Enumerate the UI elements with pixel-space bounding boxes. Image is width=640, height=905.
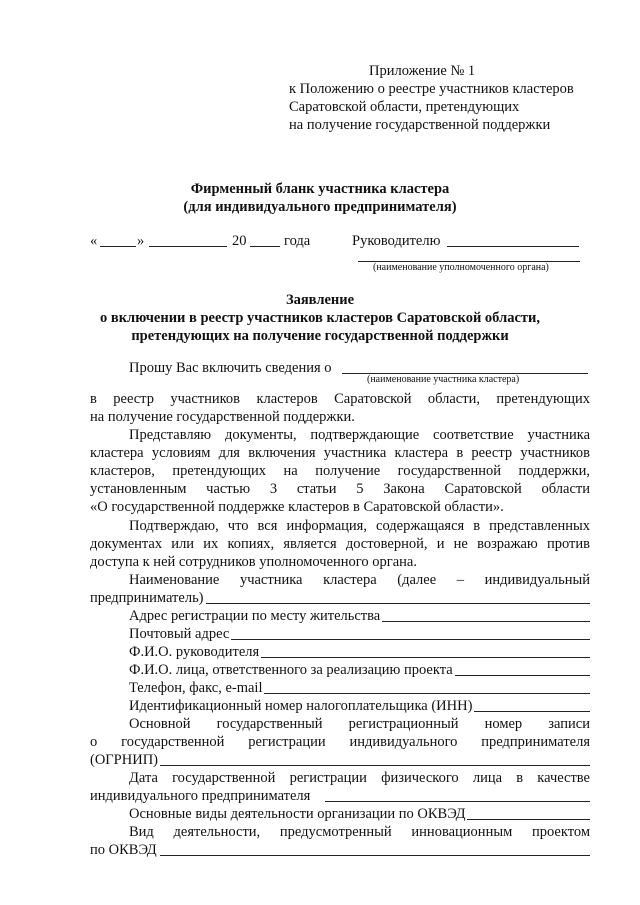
statement-line-3: претендующих на получение государственной поддержки	[131, 328, 509, 344]
head-name-blank	[447, 246, 579, 247]
date-month-blank	[149, 246, 227, 247]
documents-line-1: Представляю документы, подтверждающие соответствие участника	[129, 427, 590, 443]
name-field-line-1: Наименование участника кластера (далее – индивидуальный	[129, 572, 590, 588]
ogrnip-blank	[160, 765, 590, 766]
inn-label: Идентификационный номер налогоплательщика (ИНН)	[129, 698, 473, 714]
date-day-blank	[100, 246, 136, 247]
date-year-prefix: 20	[232, 233, 247, 249]
date-quote-open: «	[90, 233, 98, 249]
regdate-line-1: Дата государственной регистрации физического лица в качестве	[129, 770, 590, 786]
ogrnip-line-3: (ОГРНИП)	[90, 752, 158, 768]
name-field-blank	[190, 603, 590, 604]
request-text: Прошу Вас включить сведения о	[129, 360, 332, 376]
appendix-line-4: на получение государственной поддержки	[289, 117, 551, 133]
confirm-line-3: доступа к ней сотрудников уполномоченного органа.	[90, 554, 417, 570]
date-year-blank	[250, 246, 280, 247]
name-field-line-2: предприниматель)	[90, 590, 204, 606]
contacts-label: Телефон, факс, e-mail	[129, 680, 263, 696]
documents-line-2: кластера условиям для включения участника кластера в реестр участников	[90, 445, 590, 461]
request-line-3: на получение государственной поддержки.	[90, 409, 355, 425]
documents-line-4: установленным частью 3 статьи 5 Закона Саратовской области	[90, 481, 590, 497]
head-fio-label: Ф.И.О. руководителя	[129, 644, 260, 660]
statement-line-2: о включении в реестр участников кластеров Саратовской области,	[100, 310, 540, 326]
participant-caption: (наименование участника кластера)	[367, 374, 520, 385]
documents-line-3: кластеров, претендующих на получение государственной поддержки,	[90, 463, 590, 479]
date-year-suffix: года	[284, 233, 311, 249]
ogrnip-line-2: о государственной регистрации индивидуального предпринимателя	[90, 734, 590, 750]
okved-project-blank	[160, 855, 590, 856]
appendix-line-3: Саратовской области, претендующих	[289, 99, 520, 115]
confirm-line-2: документах или их копиях, является достоверной, и не возражаю против	[90, 536, 590, 552]
regdate-line-2: индивидуального предпринимателя	[90, 788, 311, 804]
statement-heading: Заявление	[285, 292, 355, 308]
request-line-2: в реестр участников кластеров Саратовской области, претендующих	[90, 391, 590, 407]
responsible-fio-label: Ф.И.О. лица, ответственного за реализацию проекта	[129, 662, 453, 678]
head-label: Руководителю	[352, 233, 441, 249]
ogrnip-line-1: Основной государственный регистрационный номер записи	[129, 716, 590, 732]
address-reg-label: Адрес регистрации по месту жительства	[129, 608, 381, 624]
appendix-line-2: к Положению о реестре участников кластеров	[289, 81, 574, 97]
date-quote-close: »	[137, 233, 145, 249]
blank-title-line-2: (для индивидуального предпринимателя)	[183, 199, 457, 215]
okved-project-line-1: Вид деятельности, предусмотренный инновационным проектом	[129, 824, 590, 840]
postal-label: Почтовый адрес	[129, 626, 230, 642]
blank-title-line-1: Фирменный бланк участника кластера	[190, 181, 450, 197]
regdate-blank	[325, 801, 590, 802]
confirm-line-1: Подтверждаю, что вся информация, содержащаяся в представленных	[129, 518, 590, 534]
okved-main-label: Основные виды деятельности организации по ОКВЭД	[129, 806, 466, 822]
documents-line-5: «О государственной поддержке кластеров в Саратовской области».	[90, 499, 504, 515]
appendix-line-1: Приложение № 1	[369, 63, 476, 79]
authority-caption: (наименование уполномоченного органа)	[373, 262, 549, 273]
okved-project-line-2: по ОКВЭД	[90, 842, 157, 858]
